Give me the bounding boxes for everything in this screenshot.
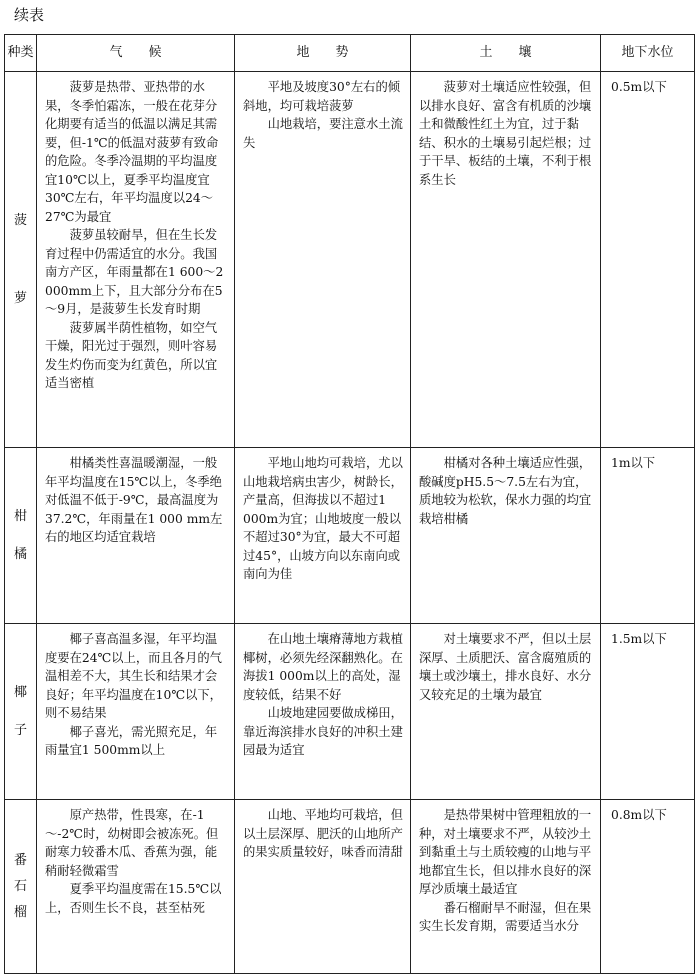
terrain-cell: 平地山地均可栽培，尤以山地栽培病虫害少，树龄长，产量高，但海拔以不超过1 000m为宜；山地坡度一般以不超过30°为宜，最大不可超过45°，山坡方向以东南向或南向为佳 [235, 448, 411, 624]
continued-label: 续表 [14, 6, 45, 24]
water-table-cell: 0.5m以下 [601, 72, 695, 448]
water-table-cell: 1m以下 [601, 448, 695, 624]
header-climate: 气 候 [37, 35, 235, 72]
table-row [5, 624, 695, 800]
header-soil: 土 壤 [411, 35, 601, 72]
climate-cell: 菠萝是热带、亚热带的水果，冬季怕霜冻，一般在花芽分化期要有适当的低温以满足其需要，但-1℃的低温对菠萝有致命的危险。冬季冷温期的平均温度宜10℃以上，夏季平均温度宜30℃左右，年平均温度以24～27℃为最宜 菠萝虽较耐旱，但在生长发育过程中仍需适宜的水分。我国南方产区，年雨量都在1 600～2 000mm上下，且大部分分布在5～9月，是菠萝生长发育时期 菠萝属半荫性植物，如空气干燥，阳光过于强烈，则叶容易发生灼伤而变为红黄色，所以宜适当密植 [37, 72, 235, 448]
header-kind: 种类 [5, 35, 37, 72]
header-terrain: 地 势 [235, 35, 411, 72]
soil-cell: 菠萝对土壤适应性较强，但以排水良好、富含有机质的沙壤土和微酸性红土为宜，过于黏结、积水的土壤易引起烂根；过于干旱、板结的土壤，不利于根系生长 [411, 72, 601, 448]
table-row [5, 72, 695, 448]
terrain-cell: 山地、平地均可栽培，但以土层深厚、肥沃的山地所产的果实质量较好，味香而清甜 [235, 800, 411, 974]
kind-cell: 菠 萝 [5, 72, 37, 448]
table-row [5, 448, 695, 624]
climate-cell: 柑橘类性喜温暖潮湿，一般年平均温度在15℃以上，冬季绝对低温不低于-9℃，最高温度为37.2℃，年雨量在1 000 mm左右的地区均适宜栽培 [37, 448, 235, 624]
table-row [5, 800, 695, 974]
soil-cell: 柑橘对各种土壤适应性强，酸碱度pH5.5～7.5左右为宜，质地较为松软，保水力强的均宜栽培柑橘 [411, 448, 601, 624]
soil-cell: 是热带果树中管理粗放的一种，对土壤要求不严，从较沙土到黏重土与土质较瘦的山地与平地都宜生长，但以排水良好的深厚沙质壤土最适宜 番石榴耐旱不耐湿，但在果实生长发育期，需要适当水分 [411, 800, 601, 974]
kind-cell: 番 石 榴 [5, 800, 37, 974]
kind-cell: 椰 子 [5, 624, 37, 800]
climate-cell: 原产热带，性畏寒，在-1～-2℃时，幼树即会被冻死。但耐寒力较番木瓜、香蕉为强，能稍耐轻微霜雪 夏季平均温度需在15.5℃以上，否则生长不良，甚至枯死 [37, 800, 235, 974]
terrain-cell: 平地及坡度30°左右的倾斜地，均可栽培菠萝 山地栽培，要注意水土流失 [235, 72, 411, 448]
terrain-cell: 在山地土壤瘠薄地方栽植椰树，必须先经深翻熟化。在海拔1 000m以上的高处，湿度较低，结果不好 山坡地建园要做成梯田，靠近海滨排水良好的冲积土建园最为适宜 [235, 624, 411, 800]
water-table-cell: 1.5m以下 [601, 624, 695, 800]
fruit-tree-table [4, 34, 695, 974]
header-row [5, 35, 695, 72]
water-table-cell: 0.8m以下 [601, 800, 695, 974]
soil-cell: 对土壤要求不严，但以土层深厚、土质肥沃、富含腐殖质的壤土或沙壤土，排水良好、水分又较充足的土壤为最宜 [411, 624, 601, 800]
header-water-table: 地下水位 [601, 35, 695, 72]
climate-cell: 椰子喜高温多湿，年平均温度要在24℃以上，而且各月的气温相差不大，其生长和结果才会良好；年平均温度在10℃以下，则不易结果 椰子喜光，需光照充足，年雨量宜1 500mm以上 [37, 624, 235, 800]
kind-cell: 柑 橘 [5, 448, 37, 624]
